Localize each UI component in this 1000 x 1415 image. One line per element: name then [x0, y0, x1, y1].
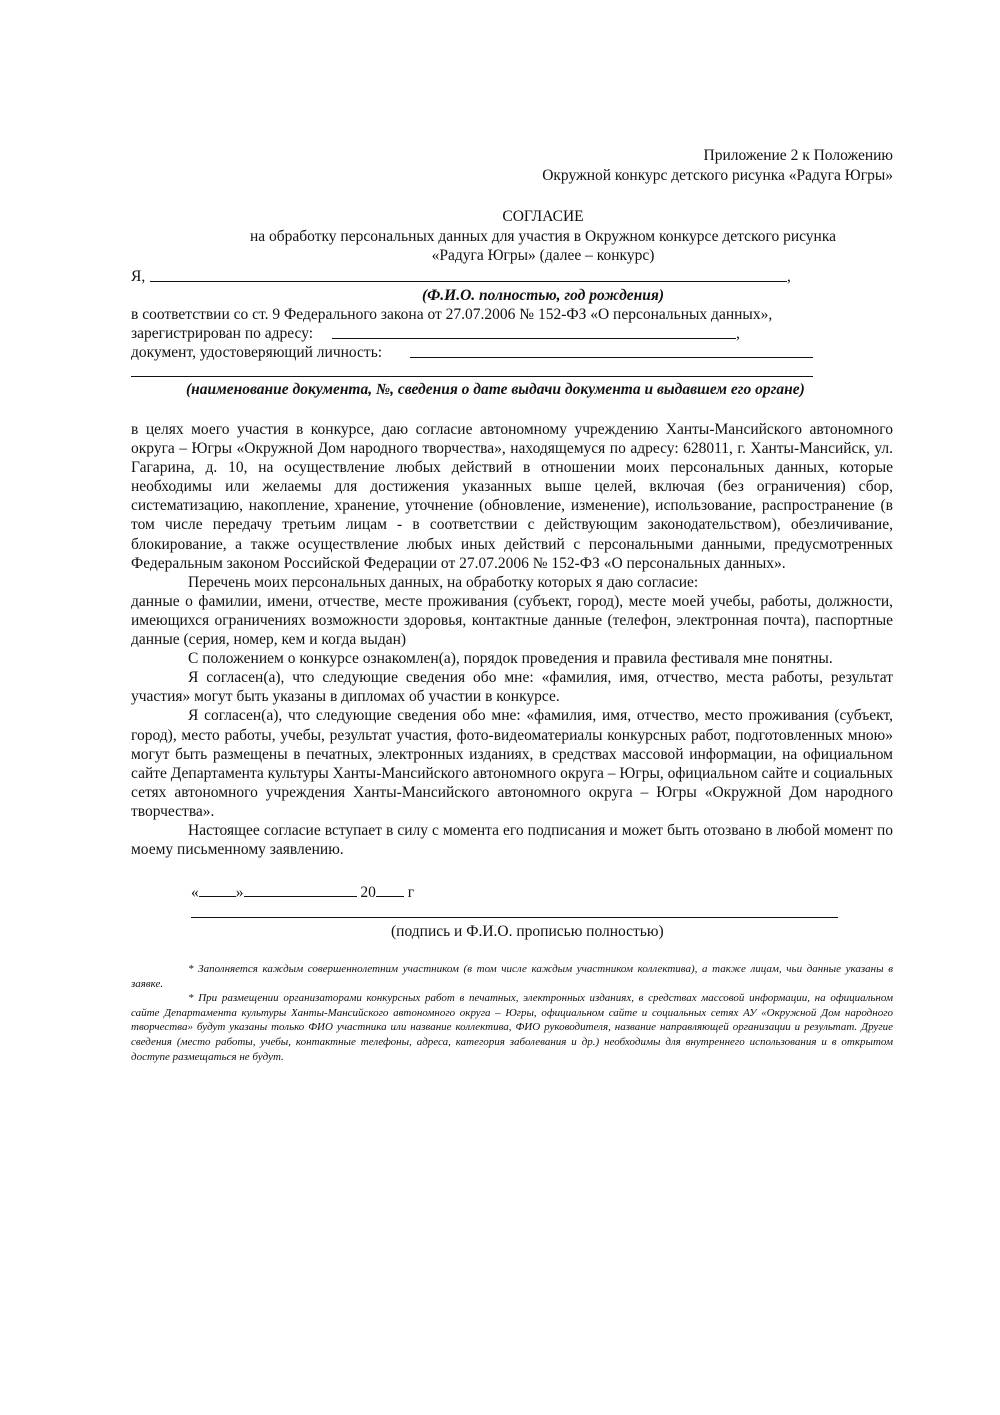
- diploma-consent: Я согласен(а), что следующие сведения обо мне: «фамилия, имя, отчество, места работы, результат участия» могут быть указаны в дипломах об участии в конкурсе.: [131, 669, 893, 706]
- address-label: зарегистрирован по адресу:: [131, 325, 314, 342]
- document-subtitle-1: на обработку персональных данных для участия в Окружном конкурсе детского рисунка: [249, 228, 837, 245]
- signature-field-line[interactable]: [191, 917, 838, 918]
- day-field[interactable]: [199, 882, 236, 897]
- date-line: [191, 882, 414, 902]
- name-field-line[interactable]: [150, 281, 787, 282]
- date-close-quote: »: [235, 884, 244, 901]
- name-suffix: ,: [787, 268, 791, 285]
- footnotes: [131, 962, 893, 1064]
- address-suffix: ,: [736, 325, 740, 342]
- document-label: документ, удостоверяющий личность:: [131, 344, 383, 361]
- year-suffix: г: [407, 884, 415, 901]
- law-reference-line: в соответствии со ст. 9 Федерального закона от 27.07.2006 № 152-ФЗ «О персональных данных»,: [131, 306, 773, 323]
- contest-line: Окружной конкурс детского рисунка «Радуга Югры»: [542, 167, 893, 184]
- document-field-line[interactable]: [410, 357, 813, 358]
- month-field[interactable]: [244, 882, 357, 897]
- consent-body: [131, 420, 893, 859]
- regulation-acknowledgement: С положением о конкурсе ознакомлен(а), порядок проведения и правила фестиваля мне понятны.: [188, 650, 833, 668]
- year-prefix: 20: [360, 884, 376, 901]
- footnote-1: * Заполняется каждым совершеннолетним участником (в том числе каждым участником коллектива), а также лицам, чьи данные указаны в заявке.: [131, 963, 893, 990]
- signature-hint: (подпись и Ф.И.О. прописью полностью): [391, 923, 664, 940]
- date-open-quote: «: [191, 884, 199, 901]
- document-title: СОГЛАСИЕ: [502, 208, 584, 225]
- document-hint: (наименование документа, №, сведения о дате выдачи документа и выдавшем его органе): [186, 381, 805, 398]
- address-field-line[interactable]: [332, 338, 736, 339]
- appendix-line: Приложение 2 к Положению: [703, 147, 893, 164]
- year-field[interactable]: [376, 882, 404, 897]
- data-list: данные о фамилии, имени, отчестве, месте проживания (субъект, город), месте моей учебы, работы, должности, имеющихся ограничениях возможности здоровья, контактные данные (телефон, электронная почта), паспортные данные (серия, номер, кем и когда выдан): [131, 592, 893, 649]
- footnote-2: * При размещении организаторами конкурсных работ в печатных, электронных изданиях, в средствах массовой информации, на официальном сайте Департамента культуры Ханты-Мансийского автономного округа – Югры, официальном сайте и социальных сетях АУ «Окружной Дом народного творчества» будут указаны только ФИО участника или название коллектива, ФИО руководителя, название направляющей организации и результат. Другие сведения (место работы, учебы, контактные телефоны, адреса, категория заболевания и др.) необходимы для внутреннего использования и в открытом доступе размещаться не будут.: [131, 992, 893, 1063]
- document-field-line-2[interactable]: [131, 376, 813, 377]
- data-list-intro: Перечень моих персональных данных, на обработку которых я даю согласие:: [188, 573, 699, 591]
- validity-statement: Настоящее согласие вступает в силу с момента его подписания и может быть отозвано в любой момент по моему письменному заявлению.: [131, 821, 893, 859]
- document-subtitle-2: «Радуга Югры» (далее – конкурс): [431, 247, 655, 264]
- name-prefix: Я,: [131, 268, 146, 285]
- consent-paragraph: в целях моего участия в конкурсе, даю согласие автономному учреждению Ханты-Мансийского автономного округа – Югры «Окружной Дом народного творчества», находящемуся по адресу: 628011, г. Ханты-Мансийск, ул. Гагарина, д. 10, на осуществление любых действий в отношении моих персональных данных, которые необходимы или желаемы для достижения указанных выше целей, включая (без ограничения) сбор, систематизацию, накопление, хранение, уточнение (обновление, изменение), использование, распространение (в том числе передачу третьим лицам - в соответствии с действующим законодательством), обезличивание, блокирование, а также осуществление любых иных действий с персональными данными, предусмотренных Федеральным законом Российской Федерации от 27.07.2006 № 152-ФЗ «О персональных данных».: [131, 421, 893, 572]
- publication-consent: Я согласен(а), что следующие сведения обо мне: «фамилия, имя, отчество, место проживания (субъект, город), место работы, учебы, результат участия, фото-видеоматериалы конкурсных работ, подготовленных мною» могут быть размещены в печатных, электронных изданиях, в средствах массовой информации, на официальном сайте Департамента культуры Ханты-Мансийского автономного округа – Югры, официальном сайте и социальных сетях автономного учреждения Ханты-Мансийского автономного округа – Югры «Окружной Дом народного творчества».: [131, 707, 893, 820]
- name-hint: (Ф.И.О. полностью, год рождения): [421, 287, 665, 304]
